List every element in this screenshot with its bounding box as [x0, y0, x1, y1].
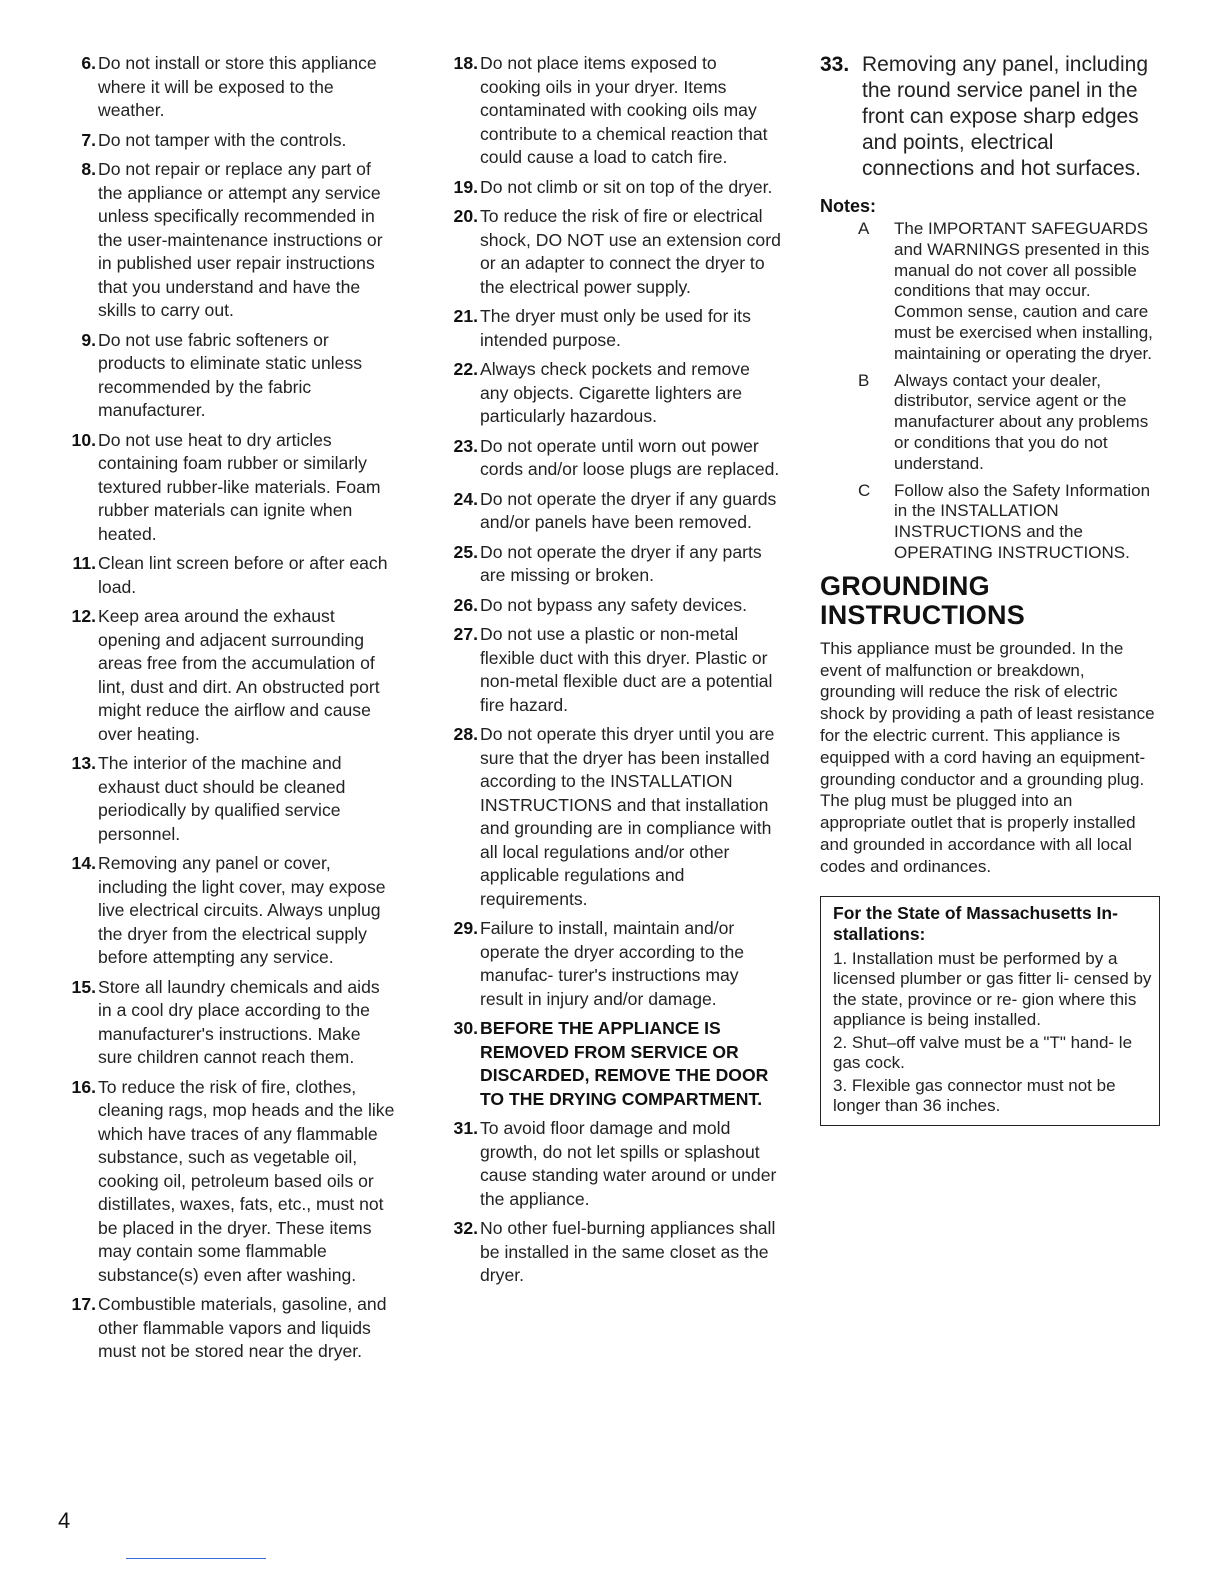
list-item: [440, 594, 782, 618]
item-number: 18.: [453, 53, 478, 73]
item-text: Do not use heat to dry articles containing foam rubber or similarly textured rubber-like materials. Foam rubber materials can ignite when heated.: [98, 429, 381, 544]
item-number: 26.: [453, 594, 478, 615]
item-number: 15.: [71, 976, 96, 997]
grounding-heading-line: INSTRUCTIONS: [820, 599, 1025, 630]
item-number: 21.: [453, 306, 478, 326]
item-number: 27.: [453, 624, 478, 644]
item-number: 19.: [453, 176, 478, 197]
list-item: [440, 1217, 782, 1288]
list-item: [58, 1076, 398, 1288]
list-item: [58, 1293, 398, 1364]
column-right: [820, 52, 1162, 1126]
item-text: Do not climb or sit on top of the dryer.: [480, 176, 773, 197]
list-item: [58, 158, 398, 323]
item-text: Do not use a plastic or non-metal flexible duct with this dryer. Plastic or non-metal flexible duct are a potential fire hazard.: [480, 624, 773, 715]
note-text: [894, 371, 1162, 475]
massachusetts-title: For the State of Massachusetts In- stallations:: [833, 902, 1118, 944]
item-text: The interior of the machine and exhaust duct should be cleaned periodically by qualified service personnel.: [98, 753, 346, 844]
item-text: Removing any panel, including the round service panel in the front can expose sharp edges and points, electrical connections and hot surfaces.: [862, 53, 1149, 180]
item-number: 22.: [453, 359, 478, 379]
massachusetts-item: 1. Installation must be performed by a licensed plumber or gas fitter li- censed by the state, province or re- gion where this appliance is being installed.: [833, 948, 1152, 1030]
item-number: 7.: [81, 129, 96, 150]
item-text: No other fuel-burning appliances shall be installed in the same closet as the dryer.: [480, 1218, 776, 1285]
item-number: 30.: [453, 1018, 478, 1038]
list-item: [58, 129, 398, 153]
item-text: Do not tamper with the controls.: [98, 129, 347, 150]
note-letter: B: [858, 370, 870, 390]
note-paragraph: Always contact your dealer, distributor, service agent or the manufacturer about any problems or conditions that you do not understand.: [894, 370, 1149, 473]
list-item-warning: [440, 1017, 782, 1111]
list-item: [440, 435, 782, 482]
note-letter: C: [858, 480, 871, 500]
item-text: Do not operate until worn out power cords and/or loose plugs are replaced.: [480, 435, 780, 479]
column-left: [58, 52, 398, 1370]
list-item: [58, 429, 398, 547]
note-text: [894, 481, 1162, 564]
list-item: [440, 623, 782, 717]
list-item: [58, 852, 398, 970]
item-text: Do not operate this dryer until you are sure that the dryer has been installed according to the INSTALLATION INSTRUCTIONS and that installation and grounding are in compliance with all local regulations and/or other applicable regulations and requirements.: [480, 724, 775, 909]
item-number: 23.: [453, 435, 478, 456]
item-text: To reduce the risk of fire or electrical shock, DO NOT use an extension cord or an adapter to connect the dryer to the electrical power supply.: [480, 206, 781, 297]
note-a: [820, 219, 1162, 365]
item-text: Combustible materials, gasoline, and other flammable vapors and liquids must not be stored near the dryer.: [98, 1294, 387, 1361]
item-number: 9.: [81, 329, 96, 350]
column-middle: [440, 52, 782, 1294]
item-text: Clean lint screen before or after each load.: [98, 553, 388, 597]
item-text: Failure to install, maintain and/or operate the dryer according to the manufac- turer's instructions may result in injury and/or damage.: [480, 918, 745, 1009]
list-item: [820, 52, 1162, 182]
list-item: [58, 52, 398, 123]
safety-list-middle: [440, 52, 782, 1288]
note-paragraph: Common sense, caution and care must be exercised when installing, maintaining or operating the dryer.: [894, 302, 1153, 363]
item-text: BEFORE THE APPLIANCE IS REMOVED FROM SERVICE OR DISCARDED, REMOVE THE DOOR TO THE DRYING COMPARTMENT.: [480, 1018, 769, 1109]
list-item: [440, 205, 782, 299]
list-item: [440, 176, 782, 200]
item-number: 28.: [453, 724, 478, 744]
list-item: [440, 723, 782, 911]
item-number: 13.: [71, 753, 96, 773]
list-item: [58, 329, 398, 423]
item-number: 10.: [71, 429, 96, 450]
massachusetts-item: 3. Flexible gas connector must not be longer than 36 inches.: [833, 1075, 1116, 1116]
note-text: [894, 219, 1162, 365]
note-paragraph: Follow also the Safety Information in the INSTALLATION INSTRUCTIONS and the OPERATING INSTRUCTIONS.: [894, 480, 1151, 562]
item-number: 16.: [71, 1076, 96, 1097]
item-number: 25.: [453, 541, 478, 562]
item-text: Do not install or store this appliance where it will be exposed to the weather.: [98, 53, 377, 120]
notes-title: Notes:: [820, 196, 877, 216]
massachusetts-item: 2. Shut–off valve must be a "T" hand- le gas cock.: [833, 1032, 1133, 1073]
item-text: Do not operate the dryer if any guards and/or panels have been removed.: [480, 488, 777, 532]
item-number: 24.: [453, 488, 478, 509]
list-item: [58, 752, 398, 846]
list-item: [440, 305, 782, 352]
list-item: [440, 1117, 782, 1211]
item-number: 31.: [453, 1118, 478, 1138]
item-text: To avoid floor damage and mold growth, do not let spills or splashout cause standing water around or under the appliance.: [480, 1118, 777, 1209]
safety-list-left: [58, 52, 398, 1364]
list-item: [440, 52, 782, 170]
list-item: [58, 552, 398, 599]
note-letter: A: [858, 219, 870, 238]
item-number: 6.: [81, 53, 96, 73]
item-number: 14.: [71, 853, 96, 873]
item-number: 17.: [71, 1294, 96, 1314]
item-text: Do not use fabric softeners or products to eliminate static unless recommended by the fabric manufacturer.: [98, 329, 363, 420]
item-number: 12.: [71, 606, 96, 626]
item-text: Removing any panel or cover, including the light cover, may expose live electrical circuits. Always unplug the dryer from the electrical supply before attempting any service.: [98, 853, 386, 967]
list-item: [440, 358, 782, 429]
item-text: Keep area around the exhaust opening and adjacent surrounding areas free from the accumulation of lint, dust and dirt. An obstructed port might reduce the airflow and cause over heating.: [98, 606, 380, 744]
item-text: The dryer must only be used for its intended purpose.: [480, 306, 751, 350]
item-text: Do not operate the dryer if any parts are missing or broken.: [480, 541, 762, 585]
grounding-heading: [820, 572, 1162, 630]
list-item: [440, 488, 782, 535]
note-c: [820, 481, 1162, 564]
item-number: 8.: [81, 159, 96, 179]
item-text: Store all laundry chemicals and aids in a cool dry place according to the manufacturer's instructions. Make sure children cannot reach them.: [98, 976, 380, 1067]
list-item: [58, 976, 398, 1070]
note-paragraph: The IMPORTANT SAFEGUARDS and WARNINGS presented in this manual do not cover all possible conditions that may occur.: [894, 219, 1150, 301]
grounding-text: This appliance must be grounded. In the event of malfunction or breakdown, grounding will reduce the risk of electric shock by providing a path of least resistance for the electric current. This appliance is equipped with a cord having an equipment-grounding conductor and a grounding plug. The plug must be plugged into an appropriate outlet that is properly installed and grounded in accordance with all local codes and ordinances.: [820, 638, 1155, 876]
item-number: 32.: [453, 1218, 478, 1238]
massachusetts-box: [820, 896, 1160, 1126]
item-text: Always check pockets and remove any objects. Cigarette lighters are particularly hazardous.: [480, 359, 750, 426]
note-b: [820, 371, 1162, 475]
item-text: Do not repair or replace any part of the appliance or attempt any service unless specifically recommended in the user-maintenance instructions or in published user repair instructions that you understand and have the skills to carry out.: [98, 159, 383, 320]
item-text: To reduce the risk of fire, clothes, cleaning rags, mop heads and the like which have traces of any flammable substance, such as vegetable oil, cooking oil, petroleum based oils or distillates, waxes, fats, etc., must not be placed in the dryer. These items may contain some flammable substance(s) even after washing.: [98, 1076, 395, 1285]
page-number: 4: [58, 1508, 71, 1533]
item-number: 20.: [453, 206, 478, 226]
item-text: Do not place items exposed to cooking oils in your dryer. Items contaminated with cooking oils may contribute to a chemical reaction that could cause a load to catch fire.: [480, 53, 768, 167]
item-number: 29.: [453, 918, 478, 938]
item-number: 33.: [820, 53, 850, 76]
grounding-heading-line: GROUNDING: [820, 570, 990, 601]
footer-rule: [126, 1558, 266, 1559]
list-item: [58, 605, 398, 746]
item-number: 11.: [72, 553, 96, 573]
list-item: [440, 917, 782, 1011]
list-item: [440, 541, 782, 588]
item-text: Do not bypass any safety devices.: [480, 594, 747, 615]
